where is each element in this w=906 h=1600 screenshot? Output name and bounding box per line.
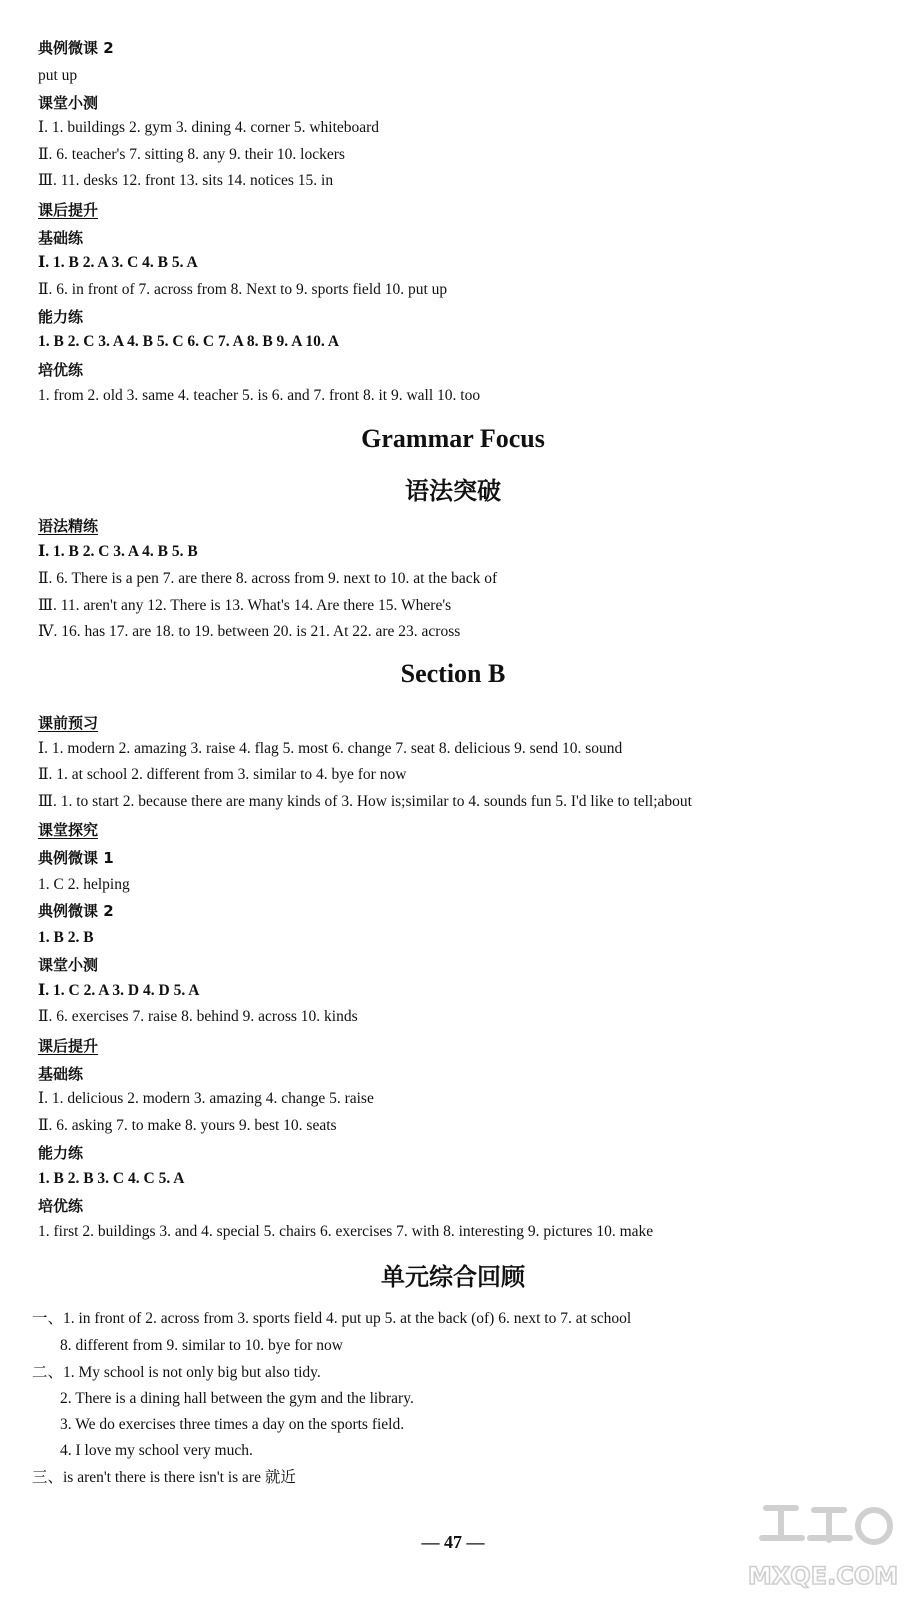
answer-line: Ⅱ. 6. There is a pen 7. are there 8. across from 9. next to 10. at the back of bbox=[38, 570, 498, 587]
answer-line: 基础练 bbox=[38, 229, 84, 247]
answer-line: 能力练 bbox=[38, 308, 84, 326]
answer-line: Ⅱ. 6. teacher's 7. sitting 8. any 9. their 10. lockers bbox=[38, 146, 345, 163]
answer-line: Ⅱ. 6. in front of 7. across from 8. Next to 9. sports field 10. put up bbox=[38, 281, 448, 298]
answer-line: 二、1. My school is not only big but also tidy. bbox=[32, 1364, 321, 1381]
answer-line: 典例微课 1 bbox=[38, 849, 114, 867]
answer-line: 1. C 2. helping bbox=[38, 876, 130, 893]
answer-line: Ⅰ. 1. delicious 2. modern 3. amazing 4. change 5. raise bbox=[38, 1090, 374, 1107]
answer-line: Ⅰ. 1. modern 2. amazing 3. raise 4. flag 5. most 6. change 7. seat 8. delicious 9. send 10. sound bbox=[38, 740, 623, 757]
section-heading: 单元综合回顾 bbox=[381, 1263, 525, 1291]
section-heading: 语法突破 bbox=[405, 477, 501, 505]
answer-line: 1. first 2. buildings 3. and 4. special 5. chairs 6. exercises 7. with 8. interesting 9. pictures 10. make bbox=[38, 1223, 654, 1240]
answer-line: 典例微课 2 bbox=[38, 39, 114, 57]
section-label: 课后提升 bbox=[38, 1037, 99, 1055]
answer-line: Ⅰ. 1. B 2. A 3. C 4. B 5. A bbox=[38, 254, 198, 271]
section-label: 语法精练 bbox=[38, 517, 99, 535]
answer-line: put up bbox=[38, 67, 78, 84]
answer-line: Ⅰ. 1. C 2. A 3. D 4. D 5. A bbox=[38, 982, 200, 999]
answer-line: Ⅱ. 6. asking 7. to make 8. yours 9. best 10. seats bbox=[38, 1117, 337, 1134]
answer-line: 能力练 bbox=[38, 1144, 84, 1162]
answer-line: 3. We do exercises three times a day on the sports field. bbox=[60, 1416, 405, 1433]
answer-line: 课堂小测 bbox=[38, 956, 99, 974]
answer-line: Ⅲ. 11. desks 12. front 13. sits 14. notices 15. in bbox=[38, 172, 334, 189]
answer-line: Ⅲ. 1. to start 2. because there are many kinds of 3. How is;similar to 4. sounds fun 5. I'd like to tell;about bbox=[38, 793, 692, 810]
section-label: 课堂探究 bbox=[38, 821, 99, 839]
answer-line: Ⅱ. 6. exercises 7. raise 8. behind 9. across 10. kinds bbox=[38, 1008, 358, 1025]
watermark-logo bbox=[748, 1498, 898, 1594]
answer-line: Ⅱ. 1. at school 2. different from 3. similar to 4. bye for now bbox=[38, 766, 407, 783]
answer-line: 典例微课 2 bbox=[38, 902, 114, 920]
answer-line: 一、1. in front of 2. across from 3. sports field 4. put up 5. at the back (of) 6. next to 7. at school bbox=[32, 1310, 632, 1327]
section-label: 课前预习 bbox=[38, 714, 99, 732]
answer-line: 培优练 bbox=[38, 361, 84, 379]
answer-line: 4. I love my school very much. bbox=[60, 1442, 253, 1459]
watermark-text: MXQE.COM bbox=[748, 1562, 898, 1590]
answer-line: Ⅳ. 16. has 17. are 18. to 19. between 20. is 21. At 22. are 23. across bbox=[38, 623, 461, 640]
answer-line: 1. from 2. old 3. same 4. teacher 5. is 6. and 7. front 8. it 9. wall 10. too bbox=[38, 387, 481, 404]
answer-line: Ⅲ. 11. aren't any 12. There is 13. What's 14. Are there 15. Where's bbox=[38, 597, 452, 614]
answer-line: Ⅰ. 1. B 2. C 3. A 4. B 5. B bbox=[38, 543, 198, 560]
answer-line: 1. B 2. C 3. A 4. B 5. C 6. C 7. A 8. B 9. A 10. A bbox=[38, 333, 340, 350]
answer-line: 培优练 bbox=[38, 1197, 84, 1215]
answer-line: 8. different from 9. similar to 10. bye for now bbox=[60, 1337, 343, 1354]
answer-line: 基础练 bbox=[38, 1065, 84, 1083]
answer-line: 2. There is a dining hall between the gym and the library. bbox=[60, 1390, 414, 1407]
section-label: 课后提升 bbox=[38, 201, 99, 219]
answer-line: 课堂小测 bbox=[38, 94, 99, 112]
answer-line: Ⅰ. 1. buildings 2. gym 3. dining 4. corner 5. whiteboard bbox=[38, 119, 380, 136]
page-number: — 47 — bbox=[421, 1532, 485, 1552]
answer-line: 1. B 2. B 3. C 4. C 5. A bbox=[38, 1170, 185, 1187]
section-heading: Section B bbox=[400, 659, 506, 688]
section-heading: Grammar Focus bbox=[361, 424, 545, 453]
answer-line: 1. B 2. B bbox=[38, 929, 94, 946]
answer-line: 三、is aren't there is there isn't is are 就近 bbox=[32, 1469, 296, 1486]
